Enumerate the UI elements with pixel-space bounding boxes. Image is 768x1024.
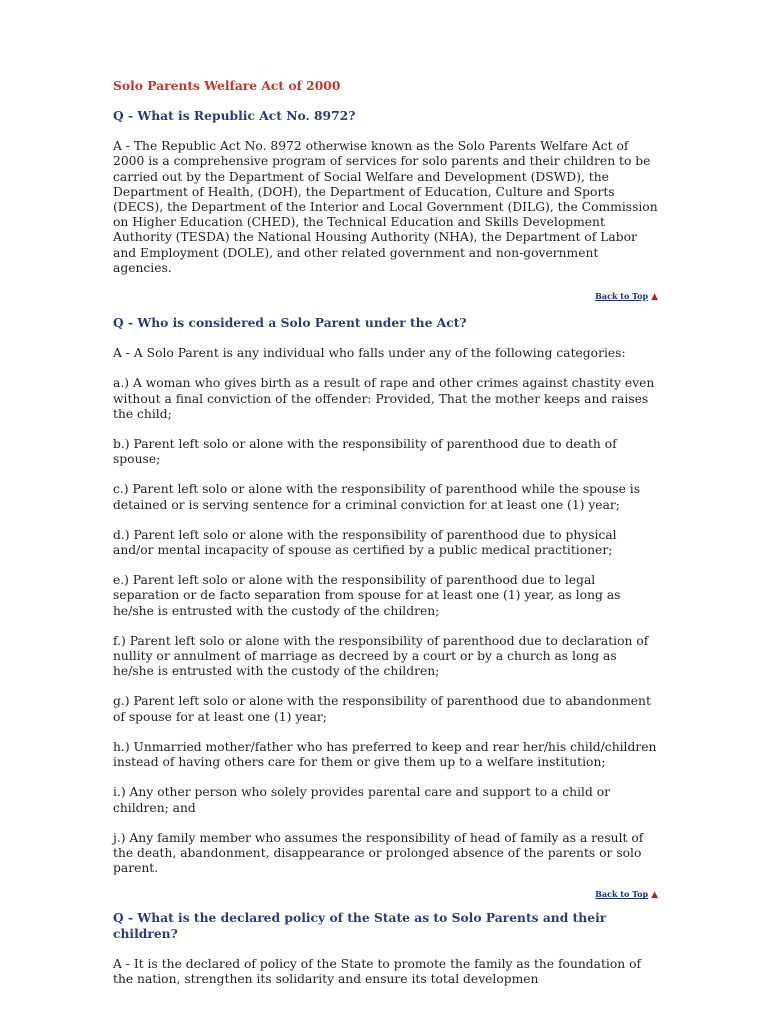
list-item-h: h.) Unmarried mother/father who has preferred to keep and rear her/his child/children instead of having others care for them or give them up to a welfare institution;: [113, 739, 657, 770]
list-item-g: g.) Parent left solo or alone with the responsibility of parenthood due to abandonment of spouse for at least one (1) year;: [113, 694, 651, 724]
answer-2-intro: A - A Solo Parent is any individual who falls under any of the following categories:: [113, 346, 626, 361]
page-title: Solo Parents Welfare Act of 2000: [113, 78, 341, 93]
answer-3: A - It is the declared of policy of the State to promote the family as the foundation of the nation, strengthen its solidarity and ensure its total developmen: [113, 956, 642, 986]
list-item-f: f.) Parent left solo or alone with the responsibility of parenthood due to declaration of nullity or annulment of marriage as decreed by a court or by a church as long as he/she is entrusted with the custody of the children;: [113, 633, 649, 679]
list-item-d: d.) Parent left solo or alone with the responsibility of parenthood due to physical and/or mental incapacity of spouse as certified by a public medical practitioner;: [113, 527, 617, 558]
list-item-a: a.) A woman who gives birth as a result of rape and other crimes against chastity even without a final conviction of the offender: Provided, That the mother keeps and raises the child;: [113, 376, 655, 421]
up-arrow-icon: ▲: [651, 890, 658, 901]
list-item-i: i.) Any other person who solely provides parental care and support to a child or children; and: [113, 785, 611, 815]
back-to-top-link[interactable]: Back to Top: [595, 889, 649, 900]
list-item-e: e.) Parent left solo or alone with the responsibility of parenthood due to legal separation or de facto separation from spouse for at least one (1) year, as long as he/she is entrusted with the custody of the children;: [113, 573, 621, 618]
back-to-top-link[interactable]: Back to Top: [595, 291, 649, 302]
back-to-top-1: [113, 291, 658, 302]
list-item-b: b.) Parent left solo or alone with the responsibility of parenthood due to death of spouse;: [113, 437, 617, 467]
list-item-j: j.) Any family member who assumes the responsibility of head of family as a result of the death, abandonment, disappearance or prolonged absence of the parents or solo parent.: [113, 830, 644, 876]
question-3: Q - What is the declared policy of the State as to Solo Parents and their children?: [113, 910, 607, 941]
list-item-c: c.) Parent left solo or alone with the responsibility of parenthood while the spouse is detained or is serving sentence for a criminal conviction for at least one (1) year;: [113, 482, 641, 512]
answer-1: A - The Republic Act No. 8972 otherwise known as the Solo Parents Welfare Act of 2000 is a comprehensive program of services for solo parents and their children to be carried out by the Department of Social Welfare and Development (DSWD), the Department of Health, (DOH), the Department of Education, Culture and Sports (DECS), the Department of the Interior and Local Government (DILG), the Commission on Higher Education (CHED), the Technical Education and Skills Development Authority (TESDA) the National Housing Authority (NHA), the Department of Labor and Employment (DOLE), and other related government and non-government agencies.: [113, 139, 658, 275]
question-2: Q - Who is considered a Solo Parent under the Act?: [113, 315, 467, 331]
document-content: [113, 78, 658, 987]
back-to-top-2: [113, 889, 658, 900]
up-arrow-icon: ▲: [651, 292, 658, 303]
question-1: Q - What is Republic Act No. 8972?: [113, 108, 356, 123]
